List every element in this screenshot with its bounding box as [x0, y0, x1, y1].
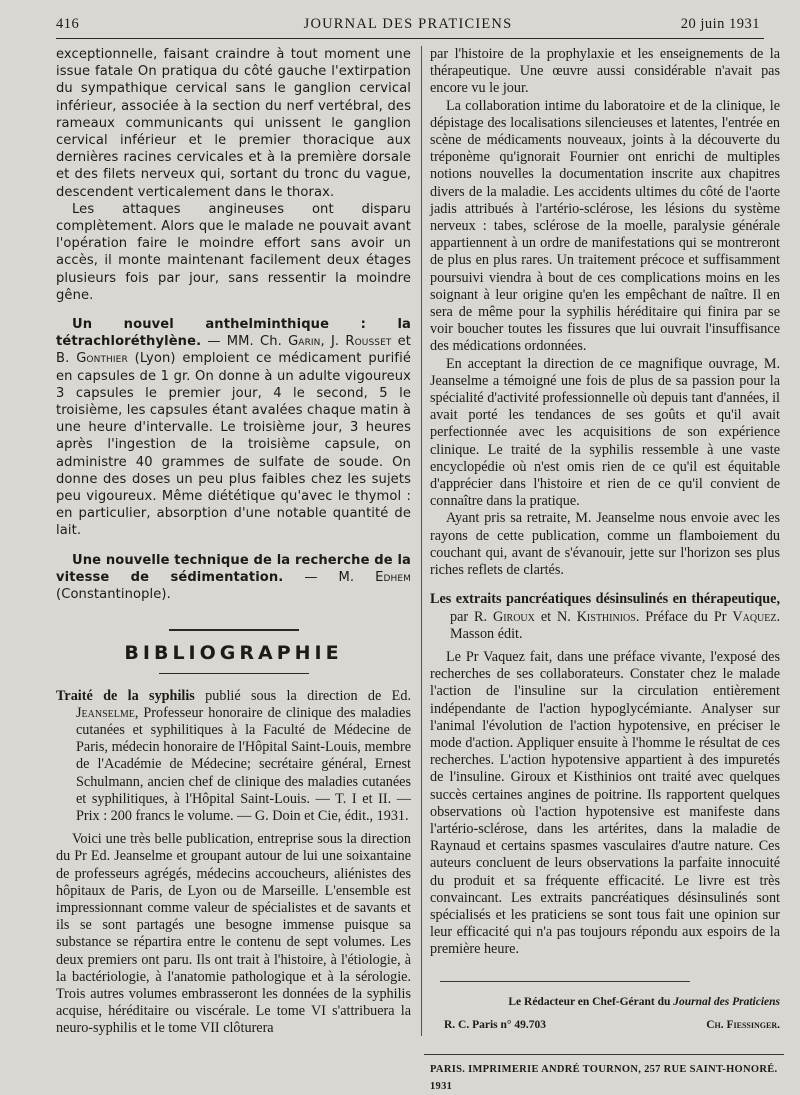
extraits-entry: [430, 591, 780, 643]
extraits-publisher: . Masson édit.: [450, 608, 781, 642]
footer-rule-short: [440, 981, 690, 982]
extraits-title: Les extraits pancréatiques désinsulinés en thérapeutique,: [430, 591, 780, 608]
sedimentation-dash: — M.: [304, 569, 355, 585]
author-rousset: Rousset: [345, 334, 392, 350]
right-para-3: En acceptant la direction de ce magnifique ouvrage, M. Jeanselme a témoigné une fois de plus de sa passion pour la spécialité d'activité professionnelle où depuis tant d'années, il avait porté les tendances de ses goûts et qu'il avait perfectionnée avec les acquisitions de son expérience clinique. Le traité de la syphilis ressemble à une vaste encyclopédie où n'est omis rien de ce qu'il est équitable d'apprécier dans l'histoire et rien de ce qu'il convient de connaître dans la pratique.: [430, 355, 780, 510]
bibliographie-rule-bottom: [159, 673, 309, 674]
right-column: [430, 46, 780, 1095]
anthelminthique-sep-2: et B.: [56, 334, 412, 367]
traite-entry-a: publié sous la direction de Ed.: [205, 687, 411, 704]
extraits-and: et N.: [540, 608, 571, 625]
sedimentation-article: [56, 552, 411, 604]
anthelminthique-authors-prefix: — MM. Ch.: [207, 334, 282, 350]
redacteur-line: [430, 994, 780, 1011]
journal-title: JOURNAL DES PRATICIENS: [303, 16, 513, 32]
traite-entry-b: , Professeur honoraire de clinique des maladies cutanées et syphilitiques à la Faculté de Médecine de Paris, médecin honoraire de l'Hôpital Saint-Louis, membre de l'Académie de Médecine; secrétaire général, Ernest Schulmann, ancien chef de clinique des maladies cutanées et syphilitiques, à l'Hôpital Saint-Louis. — T. I et II. — Prix : 200 francs le volume. — G. Doin et Cie, édit., 1931.: [76, 704, 411, 824]
extraits-review-body: Le Pr Vaquez fait, dans une préface vivante, l'exposé des recherches de ses collaborateurs. Constater chez le malade l'action de l'insuline sur la circulation entièrement indépendante de l'action hypoglycémiante. Analyser sur l'animal l'évolution de l'action hypotensive, en préciser le mode d'action. Appliquer ensuite à l'homme le résultat de ces recherches. L'action hypotensive appartient à des impuretés de l'insuline. Giroux et Kisthinios ont traité avec quelques succès certaines angines de poitrine. Ils rapportent quelques observations où l'action hypotensive est manifeste dans l'artério-sclérose, dans les artérites, dans la maladie de Raynaud et certains spasmes vasculaires d'autre nature. Ces auteurs concluent de leurs observations la parfaite innocuité du produit et sa fréquente efficacité. Le livre est très convaincant. Les extraits pancréatiques désinsulinés sont spécialisés et les praticiens se sont tous fait une opinion sur leur efficacité qui n'a pas toujours répondu aux espoirs de la première heure.: [430, 648, 780, 958]
author-kisthinios: Kisthinios: [576, 608, 636, 625]
anthelminthique-article: [56, 316, 411, 540]
extraits-by: par R.: [450, 608, 488, 625]
author-vaquez: Vaquez: [732, 608, 777, 625]
redacteur-prefix: Le Rédacteur en Chef-Gérant du: [508, 995, 671, 1008]
column-divider: [421, 46, 422, 1036]
bibliographie-rule-top: [169, 629, 299, 631]
right-para-4: Ayant pris sa retraite, M. Jeanselme nous envoie avec les rayons de cette publication, comme un flamboiement du couchant qui, avant de s'évanouir, jette sur l'horizon ses plus riches reflets de clartés.: [430, 510, 780, 579]
bibliographie-section-heading: [56, 629, 411, 673]
page-header: [56, 14, 760, 34]
right-para-1: par l'histoire de la prophylaxie et les enseignements de la thérapeutique. Une œuvre aussi considérable n'avait pas encore vu le jour.: [430, 46, 780, 97]
traite-review-body: Voici une très belle publication, entreprise sous la direction du Pr Ed. Jeanselme et groupant autour de lui une soixantaine de professeurs agrégés, médecins accoucheurs, aliénistes des hôpitaux de Paris, de Lyon ou de Marseille. L'ensemble est impressionnant comme valeur de spécialistes et de savants et ils se sont partagés une besogne immense puisque sa substance se répartira entre le contenu de sept volumes. Les deux premiers ont paru. Ils ont trait à l'histoire, à l'étiologie, à la bactériologie, à l'anatomie pathologique et à la sérologie. Trois autres volumes embrasseront les données de la syphilis acquise, héréditaire ou viscérale. Le tome VI s'attribuera la neuro-syphilis et le tome VII clôturera: [56, 831, 411, 1037]
sedimentation-title: Une nouvelle technique de la recherche de la vitesse de sédimentation.: [56, 552, 411, 585]
anthelminthique-sep-1: , J.: [320, 334, 340, 350]
issue-date: 20 juin 1931: [680, 16, 760, 32]
registre-commerce: R. C. Paris n° 49.703: [444, 1018, 547, 1031]
author-jeanselme: Jeanselme: [76, 704, 135, 721]
left-column: [56, 46, 411, 1038]
left-para-2: Les attaques angineuses ont disparu complètement. Alors que le malade ne pouvait avant l'opération faire le moindre effort sans avoir un accès, il monte maintenant facilement deux étages plusieurs fois par jour, sans ressentir la moindre gêne.: [56, 201, 411, 303]
header-rule: [56, 38, 764, 39]
anthelminthique-title: Un nouvel anthelminthique : la tétrachloréthylène.: [56, 317, 411, 350]
redacteur-journal: Journal des Praticiens: [673, 995, 780, 1008]
traite-title: Traité de la syphilis: [56, 687, 195, 704]
traite-entry: [56, 688, 411, 826]
gerant-line: [430, 1017, 780, 1034]
bibliographie-title: BIBLIOGRAPHIE: [124, 642, 343, 665]
author-garin: Garin: [288, 334, 321, 350]
extraits-preface: . Préface du Pr: [635, 608, 727, 625]
sedimentation-place: (Constantinople).: [56, 587, 171, 603]
author-giroux: Giroux: [492, 608, 535, 625]
page-number: 416: [56, 16, 80, 32]
author-edhem: Edhem: [375, 569, 412, 585]
anthelminthique-text: (Lyon) emploient ce médicament purifié en capsules de 1 gr. On donne à un adulte vigoureux 3 capsules le premier jour, 4 le second, 5 le troisième, les capsules étant avalées chaque matin à une heure d'intervalle. Le troisième jour, 3 heures après l'ingestion de la troisième capsule, on administre 40 grammes de sulfate de soude. On donne des doses un peu plus faibles chez les sujets peu vigoureux. Même diététique qu'avec le thymol : en particulier, absorption d'une notable quantité de lait.: [56, 351, 411, 539]
footer-rule-long: [424, 1054, 784, 1055]
author-gonthier: Gonthier: [76, 351, 128, 367]
left-para-1: exceptionnelle, faisant craindre à tout moment une issue fatale On pratiqua du côté gauche l'extirpation du sympathique cervical sans le ganglion cervical inférieur, associée à la section du nerf vertébral, des rameaux communicants qui unissent le ganglion cervical inférieur et le premier thoracique aux dernières racines cervicales et à la première dorsale et des filets nerveux qui, sortant du tronc du vague, descendent verticalement dans le thorax.: [56, 47, 411, 200]
gerant-name: Ch. Fiessinger.: [706, 1018, 780, 1031]
right-para-2: La collaboration intime du laboratoire et de la clinique, le dépistage des localisations silencieuses et latentes, l'entrée en scène de médicaments nouveaux, joints à la découverte du tréponème qu'ignorait Fournier ont enrichi de multiples notions nouvelles la documentation inscrite aux chapitres divers de la maladie. Les accidents ultimes du côté de l'aorte jadis attribués à l'artério-sclérose, les lésions du système nerveux : tabes, sclérose de la moelle, paralysie générale appartiennent à un ordre de manifestations qui se montreront de plus en plus rares. Un traitement précoce et suffisamment poursuivi viendra à bout de ces complications moins en les soignant à leur origine qu'en les empêchant de naître. Il en sera de même pour la syphilis héréditaire qui finira par se voir boucher toutes les fissures que lui ouvrait l'insuffisance des médications ordonnées.: [430, 97, 780, 355]
imprimerie-line: PARIS. IMPRIMERIE ANDRÉ TOURNON, 257 RUE SAINT-HONORÉ. 1931: [430, 1063, 778, 1093]
